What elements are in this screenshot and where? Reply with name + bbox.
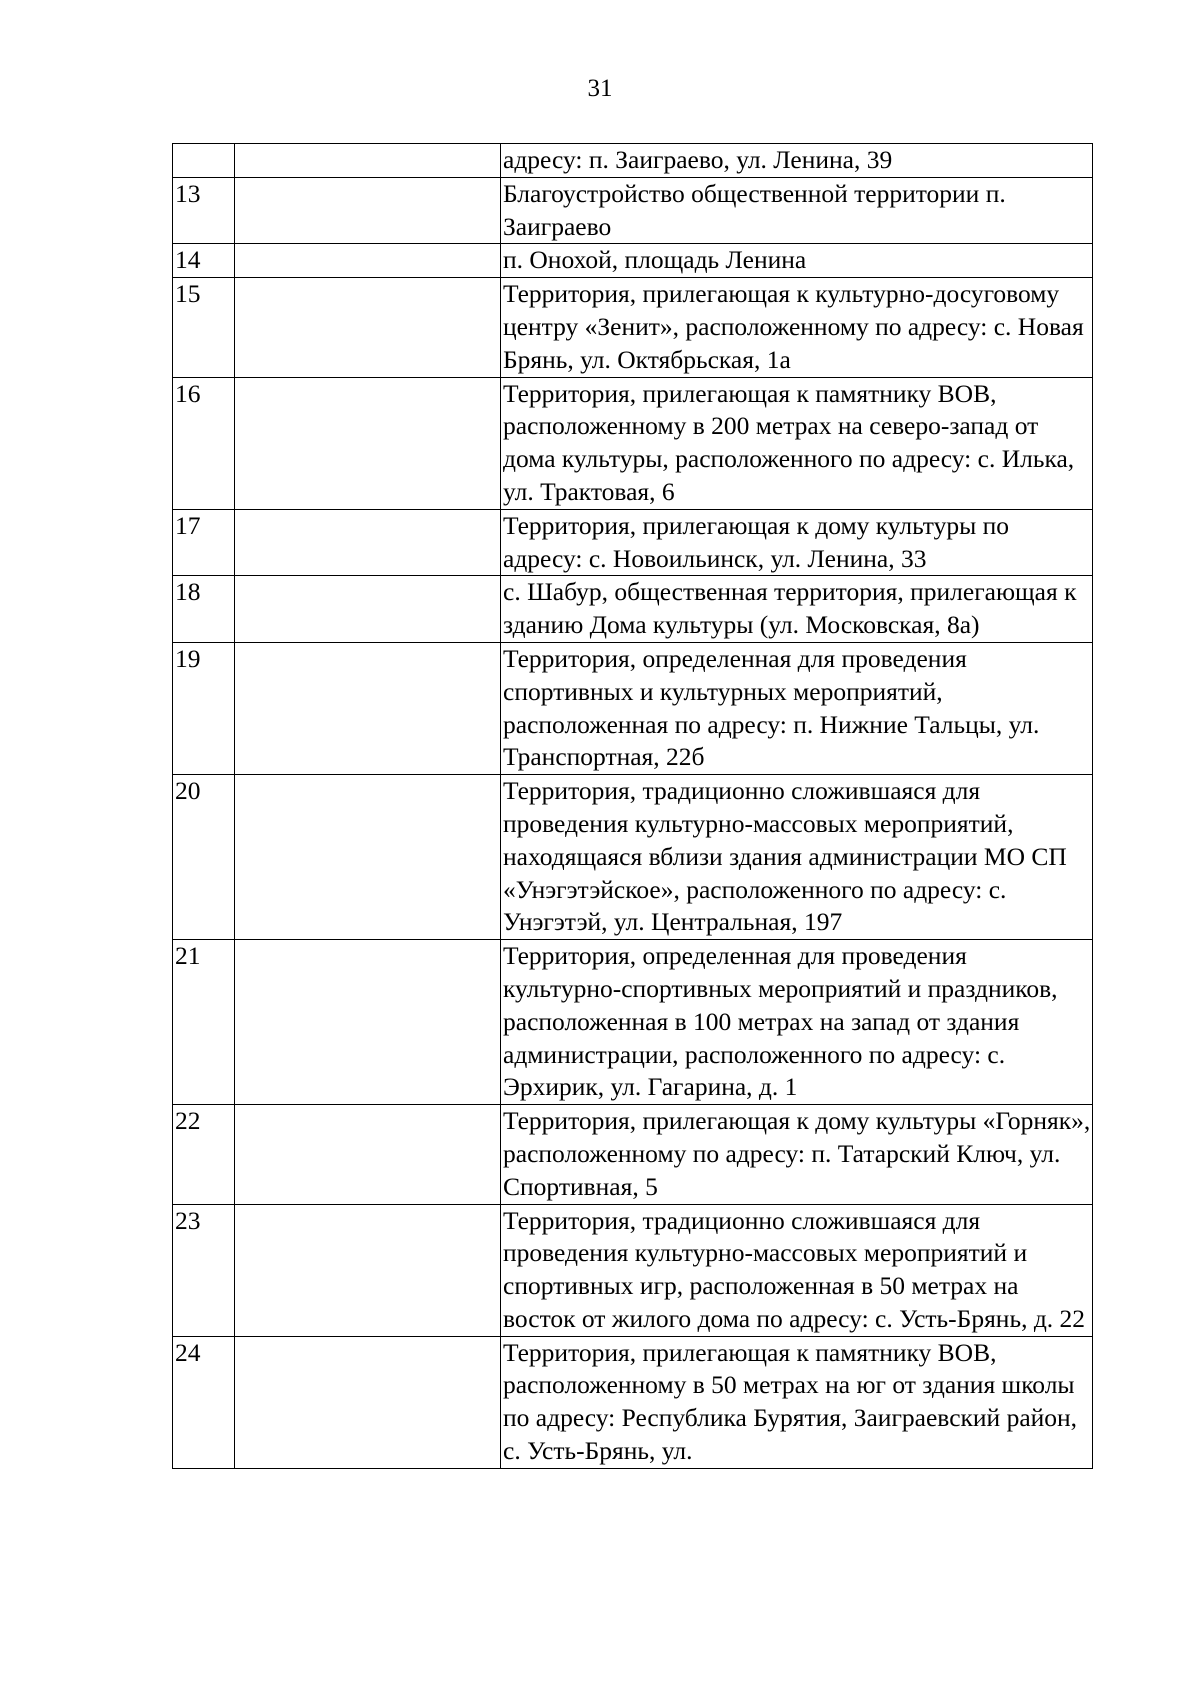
empty-cell (235, 377, 501, 509)
row-number: 23 (173, 1204, 235, 1336)
page-number: 31 (587, 75, 613, 102)
row-text: Территория, прилегающая к культурно-досуговому центру «Зенит», расположенному по адресу: с. Новая Брянь, ул. Октябрьская, 1а (501, 278, 1093, 377)
row-text: Территория, прилегающая к дому культуры по адресу: с. Новоильинск, ул. Ленина, 33 (501, 509, 1093, 576)
table-row (173, 1336, 1093, 1468)
table-row (173, 377, 1093, 509)
row-number: 20 (173, 775, 235, 940)
row-text: Благоустройство общественной территории п. Заиграево (501, 177, 1093, 244)
row-text: Территория, традиционно сложившаяся для проведения культурно-массовых мероприятий, находящаяся вблизи здания администрации МО СП «Унэгэтэйское», расположенного по адресу: с. Унэгэтэй, ул. Центральная, 197 (501, 775, 1093, 940)
empty-cell (235, 940, 501, 1105)
empty-cell (235, 144, 501, 178)
row-text: Территория, прилегающая к дому культуры «Горняк», расположенному по адресу: п. Татарский Ключ, ул. Спортивная, 5 (501, 1105, 1093, 1204)
row-text: п. Онохой, площадь Ленина (501, 244, 1093, 278)
table-row (173, 642, 1093, 774)
empty-cell (235, 509, 501, 576)
row-text: адресу: п. Заиграево, ул. Ленина, 39 (501, 144, 1093, 178)
table-row (173, 278, 1093, 377)
row-text: Территория, традиционно сложившаяся для проведения культурно-массовых мероприятий и спортивных игр, расположенная в 50 метрах на восток от жилого дома по адресу: с. Усть-Брянь, д. 22 (501, 1204, 1093, 1336)
row-text: Территория, определенная для проведения спортивных и культурных мероприятий, расположенная по адресу: п. Нижние Тальцы, ул. Транспортная, 22б (501, 642, 1093, 774)
empty-cell (235, 1105, 501, 1204)
empty-cell (235, 576, 501, 643)
empty-cell (235, 1204, 501, 1336)
table-row (173, 244, 1093, 278)
row-text: Территория, прилегающая к памятнику ВОВ, расположенному в 200 метрах на северо-запад от дома культуры, расположенного по адресу: с. Илька, ул. Трактовая, 6 (501, 377, 1093, 509)
table-row (173, 775, 1093, 940)
row-number: 22 (173, 1105, 235, 1204)
table-row (173, 144, 1093, 178)
row-text: Территория, прилегающая к памятнику ВОВ, расположенному в 50 метрах на юг от здания школы по адресу: Республика Бурятия, Заиграевский район, с. Усть-Брянь, ул. (501, 1336, 1093, 1468)
table-row (173, 940, 1093, 1105)
table-row (173, 509, 1093, 576)
table-row (173, 1204, 1093, 1336)
row-text: Территория, определенная для проведения культурно-спортивных мероприятий и праздников, расположенная в 100 метрах на запад от здания администрации, расположенного по адресу: с. Эрхирик, ул. Гагарина, д. 1 (501, 940, 1093, 1105)
table-row (173, 1105, 1093, 1204)
table-row (173, 177, 1093, 244)
table-row (173, 576, 1093, 643)
row-number: 13 (173, 177, 235, 244)
row-number: 14 (173, 244, 235, 278)
territories-table (172, 143, 1093, 1469)
row-number: 16 (173, 377, 235, 509)
row-text: с. Шабур, общественная территория, прилегающая к зданию Дома культуры (ул. Московская, 8а) (501, 576, 1093, 643)
empty-cell (235, 177, 501, 244)
row-number: 21 (173, 940, 235, 1105)
row-number: 24 (173, 1336, 235, 1468)
empty-cell (235, 278, 501, 377)
empty-cell (235, 642, 501, 774)
row-number: 18 (173, 576, 235, 643)
row-number: 17 (173, 509, 235, 576)
empty-cell (235, 1336, 501, 1468)
empty-cell (235, 775, 501, 940)
row-number: 15 (173, 278, 235, 377)
row-number: 19 (173, 642, 235, 774)
empty-cell (235, 244, 501, 278)
row-number (173, 144, 235, 178)
